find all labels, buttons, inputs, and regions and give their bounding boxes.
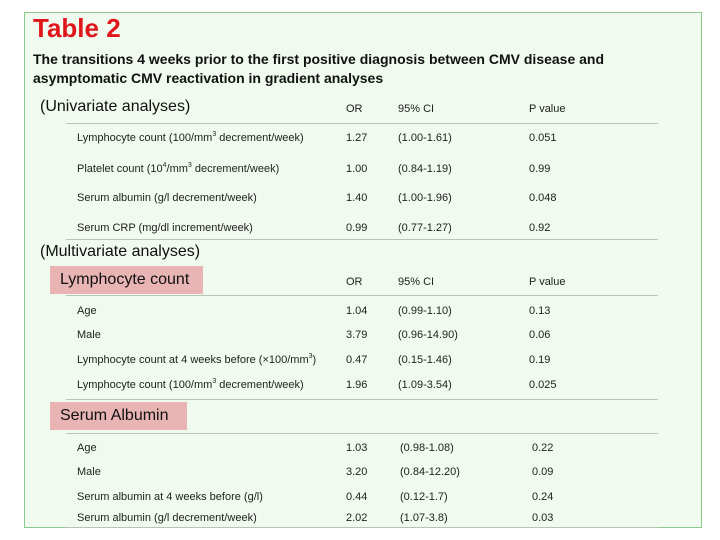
label-text: Platelet count (10 xyxy=(77,163,163,175)
confidence-interval-value: (1.00-1.96) xyxy=(398,192,452,204)
confidence-interval-value: (0.84-12.20) xyxy=(400,466,460,478)
label-text: Lymphocyte count (100/mm xyxy=(77,379,213,391)
lymphocyte-ci-header: 95% CI xyxy=(398,276,435,288)
odds-ratio-value: 3.20 xyxy=(346,466,368,478)
row-label xyxy=(77,222,253,234)
label-text: decrement/week) xyxy=(191,163,280,175)
odds-ratio-value: 2.02 xyxy=(346,512,368,524)
row-label xyxy=(77,466,101,478)
univariate-p-header: P value xyxy=(529,103,566,115)
p-value: 0.051 xyxy=(529,132,557,144)
lymphocyte-top-rule xyxy=(66,295,658,296)
odds-ratio-value: 1.00 xyxy=(346,163,368,175)
lymphocyte-p-header: P value xyxy=(529,276,566,288)
p-value: 0.22 xyxy=(532,442,554,454)
odds-ratio-value: 1.03 xyxy=(346,442,368,454)
row-label xyxy=(77,192,257,204)
label-superscript: 4 xyxy=(162,162,167,169)
row-label xyxy=(77,512,257,524)
confidence-interval-value: (1.09-3.54) xyxy=(398,379,452,391)
label-text: Serum albumin (g/l decrement/week) xyxy=(77,512,257,524)
label-text: Male xyxy=(77,329,101,341)
confidence-interval-value: (0.84-1.19) xyxy=(398,163,452,175)
label-text: Age xyxy=(77,442,97,454)
label-superscript: 3 xyxy=(308,353,313,360)
label-text: ) xyxy=(312,354,317,366)
label-text: Serum CRP (mg/dl increment/week) xyxy=(77,222,253,234)
serum-albumin-group-label: Serum Albumin xyxy=(50,402,187,430)
table-title: Table 2 xyxy=(33,13,121,43)
odds-ratio-value: 0.99 xyxy=(346,222,368,234)
odds-ratio-value: 1.40 xyxy=(346,192,368,204)
confidence-interval-value: (0.12-1.7) xyxy=(400,491,448,503)
label-superscript: 3 xyxy=(212,378,217,385)
label-text: Serum albumin at 4 weeks before (g/l) xyxy=(77,491,263,503)
confidence-interval-value: (1.07-3.8) xyxy=(400,512,448,524)
label-text: Age xyxy=(77,305,97,317)
label-text: Lymphocyte count at 4 weeks before (×100/mm xyxy=(77,354,309,366)
lymphocyte-or-header: OR xyxy=(346,276,363,288)
lymphocyte-bottom-rule xyxy=(66,399,658,400)
label-text: decrement/week) xyxy=(216,132,304,144)
label-text: Serum albumin (g/l decrement/week) xyxy=(77,192,257,204)
lymphocyte-count-group-label: Lymphocyte count xyxy=(50,266,203,294)
multivariate-heading: (Multivariate analyses) xyxy=(40,243,201,260)
odds-ratio-value: 1.04 xyxy=(346,305,368,317)
row-label xyxy=(77,379,304,391)
odds-ratio-value: 3.79 xyxy=(346,329,368,341)
univariate-bottom-rule xyxy=(66,239,658,240)
univariate-or-header: OR xyxy=(346,103,363,115)
row-label xyxy=(77,491,263,503)
confidence-interval-value: (0.99-1.10) xyxy=(398,305,452,317)
univariate-heading: (Univariate analyses) xyxy=(40,98,191,115)
albumin-top-rule xyxy=(66,433,658,434)
p-value: 0.025 xyxy=(529,379,557,391)
label-superscript: 3 xyxy=(212,131,217,138)
confidence-interval-value: (0.15-1.46) xyxy=(398,354,452,366)
p-value: 0.24 xyxy=(532,491,554,503)
confidence-interval-value: (1.00-1.61) xyxy=(398,132,452,144)
label-text: decrement/week) xyxy=(216,379,304,391)
label-text: /mm xyxy=(166,163,188,175)
p-value: 0.09 xyxy=(532,466,554,478)
row-label xyxy=(77,163,279,175)
row-label xyxy=(77,132,304,144)
albumin-bottom-rule xyxy=(66,527,658,528)
p-value: 0.99 xyxy=(529,163,551,175)
univariate-ci-header: 95% CI xyxy=(398,103,435,115)
row-label xyxy=(77,354,316,366)
odds-ratio-value: 0.44 xyxy=(346,491,368,503)
odds-ratio-value: 0.47 xyxy=(346,354,368,366)
confidence-interval-value: (0.77-1.27) xyxy=(398,222,452,234)
univariate-top-rule xyxy=(66,123,658,124)
odds-ratio-value: 1.27 xyxy=(346,132,368,144)
table-subtitle: The transitions 4 weeks prior to the first positive diagnosis between CMV disease and asymptomatic CMV reactivation in gradient analyses xyxy=(33,51,605,86)
p-value: 0.19 xyxy=(529,354,551,366)
label-text: Lymphocyte count (100/mm xyxy=(77,132,213,144)
p-value: 0.13 xyxy=(529,305,551,317)
odds-ratio-value: 1.96 xyxy=(346,379,368,391)
p-value: 0.92 xyxy=(529,222,551,234)
row-label xyxy=(77,329,101,341)
p-value: 0.06 xyxy=(529,329,551,341)
label-text: Male xyxy=(77,466,101,478)
row-label xyxy=(77,442,97,454)
p-value: 0.048 xyxy=(529,192,557,204)
confidence-interval-value: (0.96-14.90) xyxy=(398,329,458,341)
row-label xyxy=(77,305,97,317)
confidence-interval-value: (0.98-1.08) xyxy=(400,442,454,454)
label-superscript: 3 xyxy=(187,162,192,169)
p-value: 0.03 xyxy=(532,512,554,524)
